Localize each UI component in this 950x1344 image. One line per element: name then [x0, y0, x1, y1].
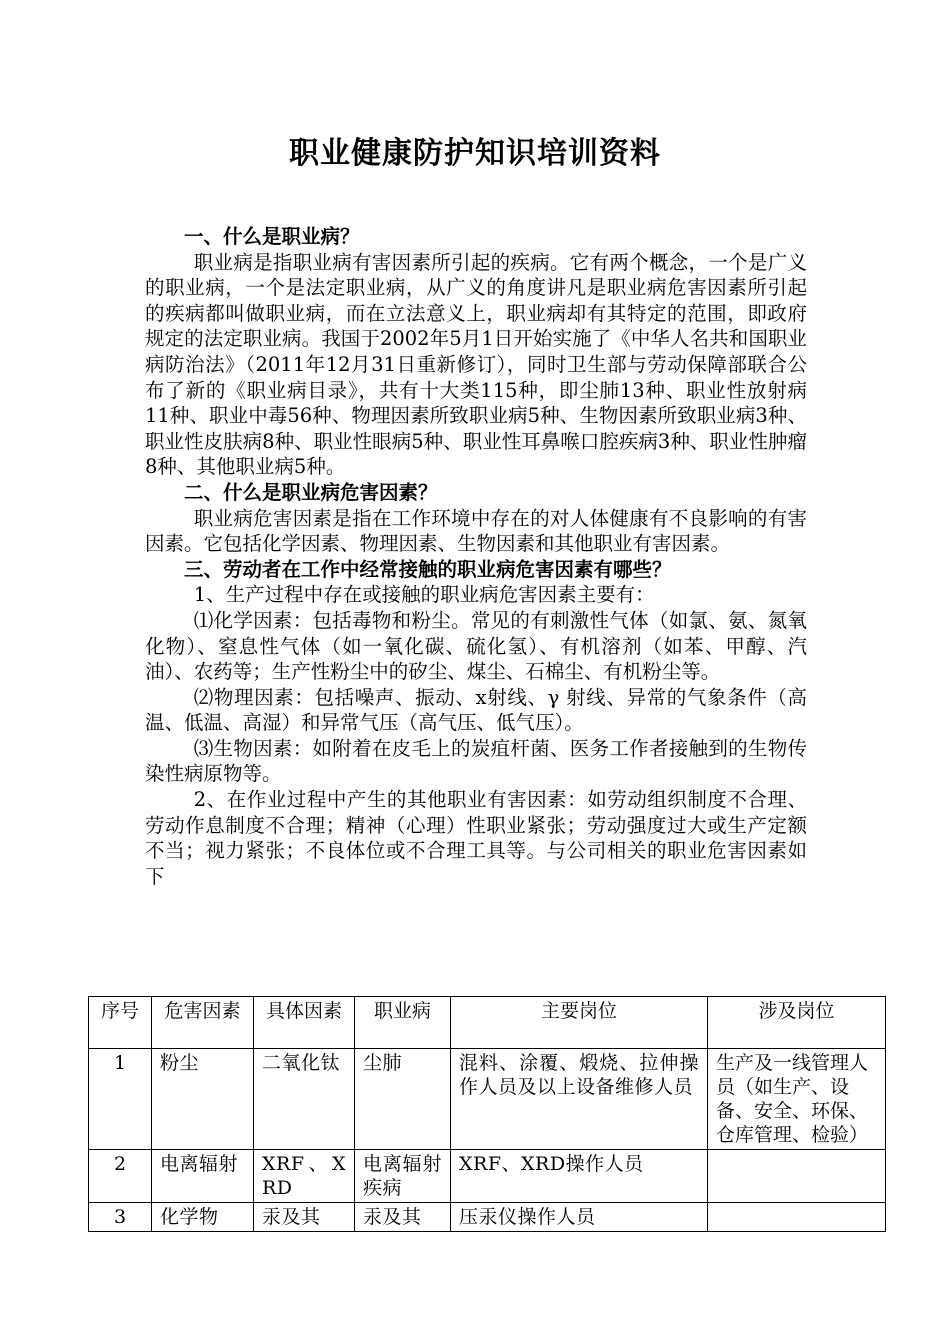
main-post-cell: 混料、涂覆、煅烧、拉伸操作人员及以上设备维修人员 [451, 1049, 708, 1150]
header-cell: 职业病 [355, 997, 451, 1049]
row-number: 1 [89, 1049, 152, 1150]
factor-cell: 二氧化钛 [254, 1049, 355, 1150]
disease-cell: 尘肺 [355, 1049, 451, 1150]
document-title: 职业健康防护知识培训资料 [289, 136, 661, 171]
header-cell: 涉及岗位 [708, 997, 886, 1049]
involved-post-cell: 生产及一线管理人员（如生产、设备、安全、环保、仓库管理、检验） [708, 1049, 886, 1150]
hazard-cell: 粉尘 [152, 1049, 254, 1150]
paragraph-occupational-disease: 职业病是指职业病有害因素所引起的疾病。它有两个概念，一个是广义的职业病，一个是法定职业病，从广义的角度讲凡是职业病危害因素所引起的疾病都叫做职业病，而在立法意义上，职业病却有其特定的范围，即政府规定的法定职业病。我国于2002年5月1日开始实施了《中华人名共和国职业病防治法》（2011年12月31日重新修订），同时卫生部与劳动保障部联合公布了新的《职业病目录》，共有十大类115种，即尘肺13种、职业性放射病11种、职业中毒56种、物理因素所致职业病5种、生物因素所致职业病3种、职业性皮肤病8种、职业性眼病5种、职业性耳鼻喉口腔疾病3种、职业性肿瘤8种、其他职业病5种。 [145, 250, 807, 479]
header-cell: 危害因素 [152, 997, 254, 1049]
hazard-table [88, 996, 886, 1232]
section-heading-2: 二、什么是职业病危害因素？ [184, 480, 438, 504]
disease-cell: 电离辐射疾病 [355, 1150, 451, 1203]
hazard-cell: 电离辐射 [152, 1150, 254, 1203]
factor-cell: 汞及其 [254, 1203, 355, 1232]
paragraph-production-factors: 1、生产过程中存在或接触的职业病危害因素主要有： [193, 583, 655, 607]
section-heading-1: 一、什么是职业病？ [184, 225, 360, 248]
disease-cell: 汞及其 [355, 1203, 451, 1232]
row-number: 2 [89, 1150, 152, 1203]
main-post-cell: 压汞仪操作人员 [451, 1203, 708, 1232]
table-row [89, 1203, 886, 1232]
paragraph-biological-factors: ⑶生物因素：如附着在皮毛上的炭疽杆菌、医务工作者接触到的生物传染性病原物等。 [145, 736, 807, 786]
table-header-row [89, 997, 886, 1049]
table-row [89, 1049, 886, 1150]
paragraph-hazard-factors: 职业病危害因素是指在工作环境中存在的对人体健康有不良影响的有害因素。它包括化学因素、物理因素、生物因素和其他职业有害因素。 [145, 506, 807, 556]
header-cell: 主要岗位 [451, 997, 708, 1049]
header-cell: 序号 [89, 997, 152, 1049]
table-row [89, 1150, 886, 1203]
row-number: 3 [89, 1203, 152, 1232]
section-heading-3: 三、劳动者在工作中经常接触的职业病危害因素有哪些？ [184, 557, 672, 581]
paragraph-other-factors: 2、在作业过程中产生的其他职业有害因素：如劳动组织制度不合理、劳动作息制度不合理；精神（心理）性职业紧张；劳动强度过大或生产定额不当；视力紧张；不良体位或不合理工具等。与公司相关的职业危害因素如下 [145, 788, 807, 888]
header-cell: 具体因素 [254, 997, 355, 1049]
hazard-cell: 化学物 [152, 1203, 254, 1232]
involved-post-cell [708, 1203, 886, 1232]
document-body [145, 224, 807, 889]
involved-post-cell [708, 1150, 886, 1203]
paragraph-chemical-factors: ⑴化学因素：包括毒物和粉尘。常见的有刺激性气体（如氯、氨、氮氧化物）、窒息性气体（如一氧化碳、硫化氢）、有机溶剂（如苯、甲醇、汽油）、农药等；生产性粉尘中的矽尘、煤尘、石棉尘、有机粉尘等。 [145, 608, 807, 684]
paragraph-physical-factors: ⑵物理因素：包括噪声、振动、x射线、γ 射线、异常的气象条件（高温、低温、高湿）和异常气压（高气压、低气压）。 [145, 685, 807, 735]
main-post-cell: XRF、XRD操作人员 [451, 1150, 708, 1203]
factor-cell: XRF、XRD [254, 1150, 355, 1203]
